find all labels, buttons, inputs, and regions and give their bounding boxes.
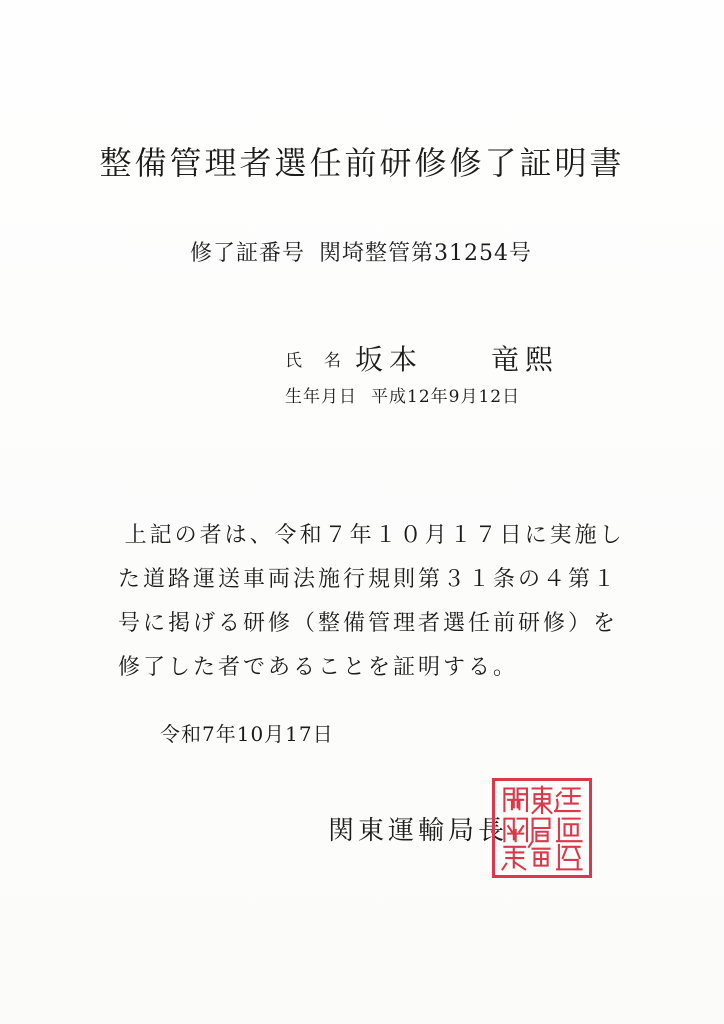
statement-line: 上記の者は、令和７年１０月１７日に実施し	[124, 523, 625, 548]
certificate-number-label: 修了証番号	[190, 241, 306, 266]
certificate-number-row	[190, 236, 532, 267]
name-label: 氏名	[285, 350, 363, 371]
certification-statement	[118, 514, 625, 690]
birth-date-label: 生年月日	[285, 387, 357, 407]
issuer-name: 関東運輸局長	[328, 816, 509, 846]
name-value: 坂本 竜熙	[355, 343, 560, 376]
official-seal-stamp	[492, 778, 592, 878]
certificate-title: 整備管理者選任前研修修了証明書	[99, 144, 625, 182]
statement-line: た道路運送車両法施行規則第３１条の４第１	[118, 567, 619, 592]
seal-icon	[495, 781, 589, 875]
statement-line: 号に掲げる研修（整備管理者選任前研修）を	[118, 611, 619, 636]
statement-line: 修了した者であることを証明する。	[118, 655, 519, 680]
issue-date: 令和7年10月17日	[160, 722, 334, 746]
birth-date-value: 平成12年9月12日	[371, 387, 521, 407]
name-row	[285, 338, 559, 378]
certificate-number-value: 関埼整管第31254号	[319, 241, 533, 266]
birth-date-row	[285, 382, 520, 407]
